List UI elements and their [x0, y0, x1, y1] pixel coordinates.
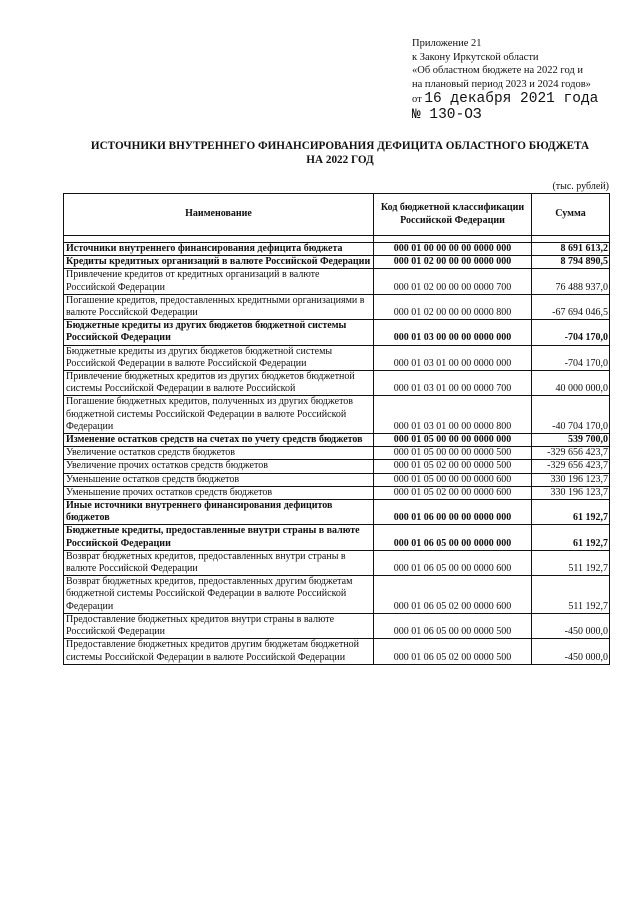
row-code: 000 01 03 01 00 00 0000 800	[374, 396, 532, 434]
row-name: Изменение остатков средств на счетах по учету средств бюджетов	[64, 434, 374, 447]
row-sum: 8 794 890,5	[532, 256, 610, 269]
row-sum: 511 192,7	[532, 550, 610, 575]
row-code: 000 01 06 05 00 00 0000 000	[374, 525, 532, 550]
row-sum: 61 192,7	[532, 525, 610, 550]
table-row	[64, 550, 610, 575]
table-row	[64, 396, 610, 434]
row-sum: -329 656 423,7	[532, 460, 610, 473]
row-code: 000 01 05 00 00 00 0000 600	[374, 473, 532, 486]
row-code: 000 01 05 02 00 00 0000 500	[374, 460, 532, 473]
row-code: 000 01 05 02 00 00 0000 600	[374, 486, 532, 499]
row-sum: -329 656 423,7	[532, 447, 610, 460]
appendix-date-line	[412, 91, 598, 107]
row-name: Кредиты кредитных организаций в валюте Российской Федерации	[64, 256, 374, 269]
header-name: Наименование	[64, 194, 374, 236]
table-row	[64, 320, 610, 345]
row-name: Бюджетные кредиты из других бюджетов бюджетной системы Российской Федерации	[64, 320, 374, 345]
appendix-block	[412, 37, 598, 123]
row-sum: -704 170,0	[532, 320, 610, 345]
row-name: Источники внутреннего финансирования дефицита бюджета	[64, 243, 374, 256]
table-header-row	[64, 194, 610, 236]
row-sum: -40 704 170,0	[532, 396, 610, 434]
table-row	[64, 371, 610, 396]
table-row	[64, 473, 610, 486]
table-row	[64, 243, 610, 256]
row-code: 000 01 03 01 00 00 0000 700	[374, 371, 532, 396]
row-code: 000 01 06 05 02 00 0000 500	[374, 639, 532, 664]
row-name: Бюджетные кредиты из других бюджетов бюджетной системы Российской Федерации в валюте Российской Федерации	[64, 345, 374, 370]
table-row	[64, 576, 610, 614]
row-name: Погашение кредитов, предоставленных кредитными организациями в валюте Российской Федерации	[64, 294, 374, 319]
row-sum: 330 196 123,7	[532, 473, 610, 486]
title-line: ИСТОЧНИКИ ВНУТРЕННЕГО ФИНАНСИРОВАНИЯ ДЕФИЦИТА ОБЛАСТНОГО БЮДЖЕТА	[90, 140, 590, 152]
date-prefix: от	[412, 94, 422, 106]
table-row	[64, 256, 610, 269]
row-name: Погашение бюджетных кредитов, полученных из других бюджетов бюджетной системы Российской Федерации в валюте Российской Федерации	[64, 396, 374, 434]
row-code: 000 01 06 05 00 00 0000 500	[374, 613, 532, 638]
row-name: Привлечение бюджетных кредитов из других бюджетов бюджетной системы Российской Федерации в валюте Российской	[64, 371, 374, 396]
row-name: Привлечение кредитов от кредитных организаций в валюте Российской Федерации	[64, 269, 374, 294]
table-row	[64, 486, 610, 499]
table-row	[64, 525, 610, 550]
row-sum: 61 192,7	[532, 500, 610, 525]
row-name: Уменьшение прочих остатков средств бюджетов	[64, 486, 374, 499]
table-row	[64, 613, 610, 638]
table-row	[64, 434, 610, 447]
table-row	[64, 269, 610, 294]
row-sum: 539 700,0	[532, 434, 610, 447]
table-row	[64, 447, 610, 460]
law-number: № 130-ОЗ	[412, 107, 482, 124]
row-code: 000 01 05 00 00 00 0000 000	[374, 434, 532, 447]
row-code: 000 01 02 00 00 00 0000 700	[374, 269, 532, 294]
table-row	[64, 345, 610, 370]
row-sum: 330 196 123,7	[532, 486, 610, 499]
appendix-line: на плановый период 2023 и 2024 годов»	[412, 78, 591, 90]
header-sum: Сумма	[532, 194, 610, 236]
table-row	[64, 294, 610, 319]
law-date: 16 декабря 2021 года	[424, 91, 599, 108]
appendix-line: «Об областном бюджете на 2022 год и	[412, 65, 583, 77]
row-code: 000 01 06 05 00 00 0000 600	[374, 550, 532, 575]
row-code: 000 01 00 00 00 00 0000 000	[374, 243, 532, 256]
row-sum: -450 000,0	[532, 639, 610, 664]
row-name: Уменьшение остатков средств бюджетов	[64, 473, 374, 486]
units-label: (тыс. рублей)	[552, 181, 609, 192]
appendix-line: к Закону Иркутской области	[412, 51, 539, 63]
row-sum: -67 694 046,5	[532, 294, 610, 319]
row-name: Возврат бюджетных кредитов, предоставленных внутри страны в валюте Российской Федерации	[64, 550, 374, 575]
row-code: 000 01 06 05 02 00 0000 600	[374, 576, 532, 614]
row-name: Предоставление бюджетных кредитов внутри страны в валюте Российской Федерации	[64, 613, 374, 638]
row-sum: -450 000,0	[532, 613, 610, 638]
row-code: 000 01 02 00 00 00 0000 800	[374, 294, 532, 319]
table-row	[64, 460, 610, 473]
row-name: Увеличение прочих остатков средств бюджетов	[64, 460, 374, 473]
row-code: 000 01 02 00 00 00 0000 000	[374, 256, 532, 269]
row-sum: -704 170,0	[532, 345, 610, 370]
row-name: Возврат бюджетных кредитов, предоставленных другим бюджетам бюджетной системы Российской Федерации в валюте Российской Федерации	[64, 576, 374, 614]
row-name: Предоставление бюджетных кредитов другим бюджетам бюджетной системы Российской Федерации в валюте Российской Федерации	[64, 639, 374, 664]
row-sum: 76 488 937,0	[532, 269, 610, 294]
row-code: 000 01 05 00 00 00 0000 500	[374, 447, 532, 460]
row-name: Бюджетные кредиты, предоставленные внутри страны в валюте Российской Федерации	[64, 525, 374, 550]
financing-sources-table	[63, 193, 610, 665]
row-sum: 40 000 000,0	[532, 371, 610, 396]
row-sum: 511 192,7	[532, 576, 610, 614]
row-name: Иные источники внутреннего финансирования дефицитов бюджетов	[64, 500, 374, 525]
appendix-line: Приложение 21	[412, 38, 482, 49]
table-row	[64, 639, 610, 664]
row-code: 000 01 06 00 00 00 0000 000	[374, 500, 532, 525]
table-spacer-row	[64, 236, 610, 243]
document-title	[60, 139, 620, 167]
title-line: НА 2022 ГОД	[306, 154, 374, 166]
row-name: Увеличение остатков средств бюджетов	[64, 447, 374, 460]
table-row	[64, 500, 610, 525]
row-sum: 8 691 613,2	[532, 243, 610, 256]
header-code: Код бюджетной классификации Российской Федерации	[374, 194, 532, 236]
row-code: 000 01 03 01 00 00 0000 000	[374, 345, 532, 370]
row-code: 000 01 03 00 00 00 0000 000	[374, 320, 532, 345]
